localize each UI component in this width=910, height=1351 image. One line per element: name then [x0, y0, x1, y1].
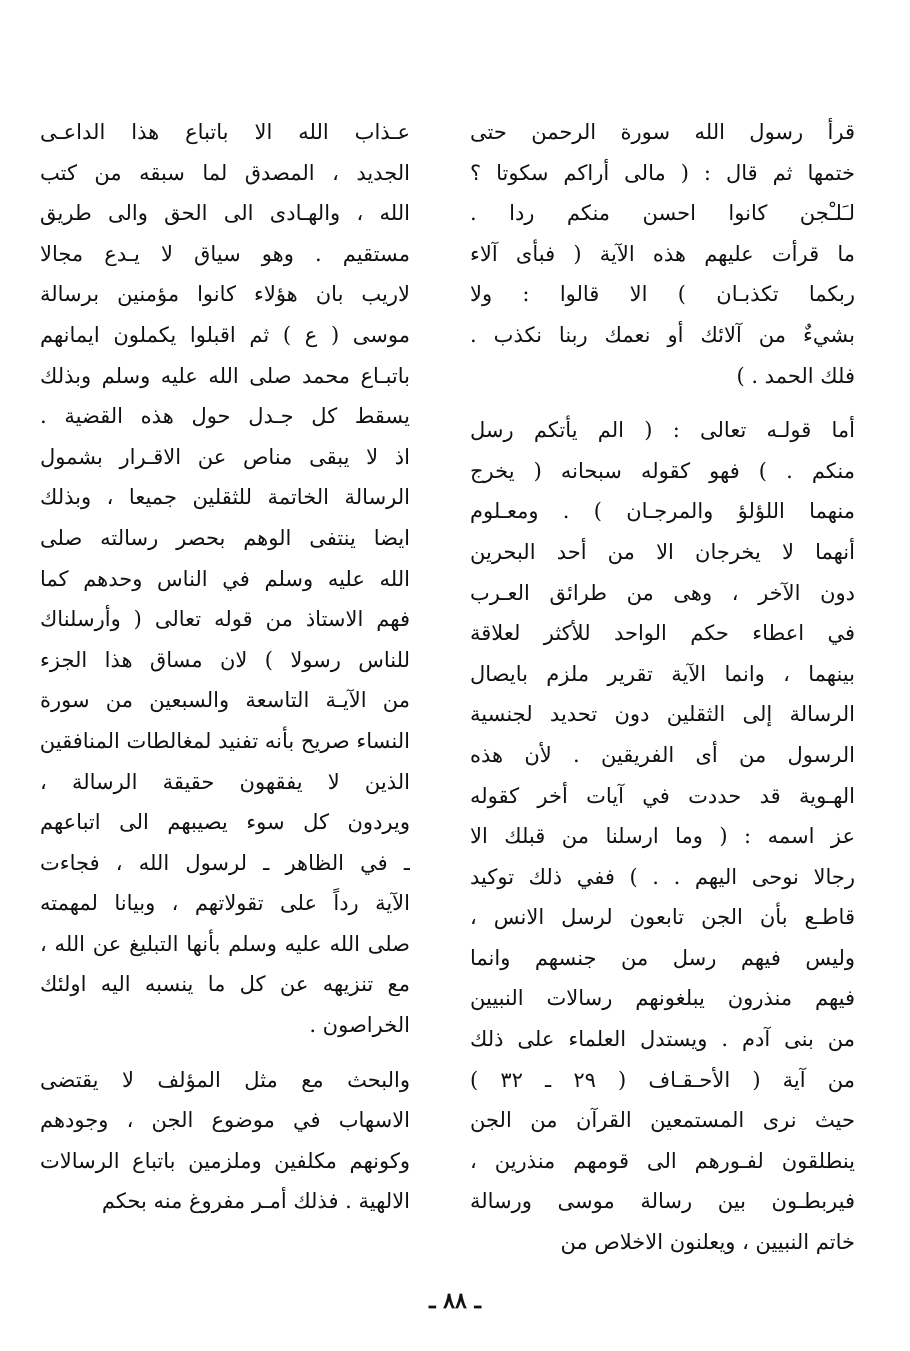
paragraph — [470, 410, 855, 1262]
text-line: ويردون كل سوء يصيبهم الى اتباعهم — [40, 810, 410, 835]
page-number: ـ ٨٨ ـ — [429, 1288, 481, 1314]
text-line: بشيءٌ من آلائك أو نعمك ربنا نكذب . — [470, 322, 855, 347]
text-line: ربكما تكذبـان ) الا قالوا : ولا — [470, 282, 855, 307]
text-line: ختمها ثم قال : ( مالى أراكم سكوتا ؟ — [470, 160, 855, 185]
text-line: عـذاب الله الا باتباع هذا الداعـى — [40, 120, 410, 144]
text-line: للناس رسولا ) لان مساق هذا الجزء — [40, 647, 410, 672]
text-line: فيهم منذرون يبلغونهم رسالات النبيين — [470, 986, 855, 1011]
text-line: والبحث مع مثل المؤلف لا يقتضى — [40, 1067, 410, 1092]
text-line: الهـوية قد حددت في آيات أخر كقوله — [470, 783, 855, 808]
text-line: رجالا نوحى اليهم . . ) ففي ذلك توكيد — [470, 864, 855, 889]
text-line: باتبـاع محمد صلى الله عليه وسلم وبذلك — [40, 363, 410, 388]
text-line: موسى ( ع ) ثم اقبلوا يكملون ايمانهم — [40, 322, 410, 347]
text-line: الرسول من أى الفريقين . لأن هذه — [470, 742, 855, 767]
text-line: الرسالة إلى الثقلين دون تحديد لجنسية — [470, 702, 855, 727]
text-line: الآية رداً على تقولاتهم ، وبيانا لمهمته — [40, 891, 410, 916]
text-line: الرسالة الخاتمة للثقلين جميعا ، وبذلك — [40, 485, 410, 510]
text-line: ما قرأت عليهم هذه الآية ( فبأى آلاء — [470, 241, 855, 266]
text-line: يسقط كل جـدل حول هذه القضية . — [40, 404, 410, 429]
text-line: الخراصون . — [309, 1013, 410, 1038]
text-line: من آية ( الأحـقـاف ( ٢٩ ـ ٣٢ ) — [470, 1067, 855, 1092]
text-line: أنهما لا يخرجان الا من أحد البحرين — [470, 539, 855, 564]
paragraph — [470, 112, 855, 396]
text-line: لـَلـْجن كانوا احسن منكم ردا . — [470, 201, 855, 226]
text-line: حيث نرى المستمعين القرآن من الجن — [470, 1108, 855, 1133]
text-line: ينطلقون لفـورهم الى قومهم منذرين ، — [470, 1148, 855, 1173]
left-column — [40, 112, 410, 1222]
text-line: فلك الحمد . ) — [736, 363, 855, 388]
text-line: ايضا ينتفى الوهم بحصر رسالته صلى — [40, 525, 410, 550]
text-line: خاتم النبيين ، ويعلنون الاخلاص من — [560, 1230, 855, 1255]
text-line: مع تنزيهه عن كل ما ينسبه اليه اولئك — [40, 972, 410, 997]
text-line: فهم الاستاذ من قوله تعالى ( وأرسلناك — [40, 607, 410, 632]
text-line: الذين لا يفقهون حقيقة الرسالة ، — [40, 769, 410, 794]
paragraph — [40, 112, 410, 1046]
text-line: الجديد ، المصدق لما سبقه من كتب — [40, 160, 410, 185]
text-line: وكونهم مكلفين وملزمين باتباع الرسالات — [40, 1148, 410, 1173]
text-line: عز اسمه : ( وما ارسلنا من قبلك الا — [470, 824, 855, 849]
text-line: اذ لا يبقى مناص عن الاقـرار بشمول — [40, 444, 410, 469]
text-line: في اعطاء حكم الواحد للأكثر لعلاقة — [470, 621, 855, 646]
text-line: مستقيم . وهو سياق لا يـدع مجالا — [40, 241, 410, 266]
text-line: النساء صريح بأنه تفنيد لمغالطات المنافقين — [40, 728, 410, 753]
right-column — [470, 112, 855, 1263]
text-line: صلى الله عليه وسلم بأنها التبليغ عن الله ، — [40, 931, 410, 956]
paragraph — [40, 1060, 410, 1222]
text-line: بينهما ، وانما الآية تقرير ملزم بايصال — [470, 661, 855, 686]
text-line: من الآيـة التاسعة والسبعين من سورة — [40, 688, 410, 713]
text-line: وليس فيهم رسل من جنسهم وانما — [470, 945, 855, 970]
text-line: قاطـع بأن الجن تابعون لرسل الانس ، — [470, 905, 855, 930]
text-line: فيربطـون بين رسالة موسى ورسالة — [470, 1189, 855, 1214]
text-line: دون الآخر ، وهى من طرائق العـرب — [470, 580, 855, 605]
text-line: قرأ رسول الله سورة الرحمن حتى — [470, 120, 855, 144]
text-line: من بنى آدم . ويستدل العلماء على ذلك — [470, 1027, 855, 1052]
text-line: منكم . ) فهو كقوله سبحانه ( يخرج — [470, 458, 855, 483]
text-line: منهما اللؤلؤ والمرجـان ) . ومعـلوم — [470, 499, 855, 524]
paragraph-gap — [470, 396, 855, 410]
text-line: الاسهاب في موضوع الجن ، وجودهم — [40, 1108, 410, 1133]
paragraph-gap — [40, 1046, 410, 1060]
text-line: أما قولـه تعالى : ( الم يأتكم رسل — [470, 418, 855, 443]
text-line: الله عليه وسلم في الناس وحدهم كما — [40, 566, 410, 591]
text-line: الله ، والهـادى الى الحق والى طريق — [40, 201, 410, 226]
text-line: الالهية . فذلك أمـر مفروغ منه بحكم — [101, 1189, 410, 1214]
text-line: لاريب بان هؤلاء كانوا مؤمنين برسالة — [40, 282, 410, 307]
text-line: ـ في الظاهر ـ لرسول الله ، فجاءت — [40, 850, 410, 875]
